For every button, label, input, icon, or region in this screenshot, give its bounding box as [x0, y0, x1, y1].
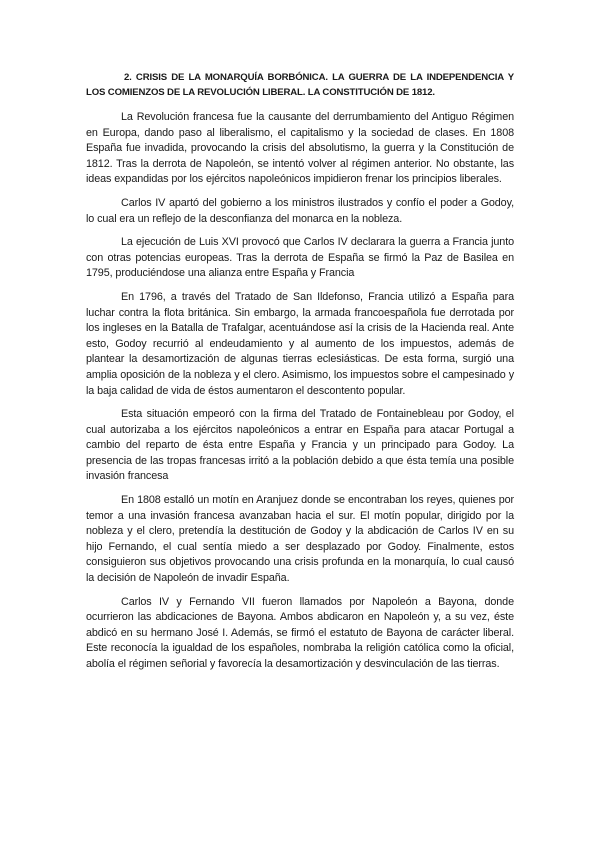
paragraph-fontainebleau: Esta situación empeoró con la firma del Tratado de Fontainebleau por Godoy, el cual autorizaba a los ejércitos napoleónicos a entrar en España para atacar Portugal a cambio del reparto de ésta entre España y Francia y un principado para Godoy. La presencia de las tropas francesas irritó a la población debido a que ésta temía una posible invasión francesa — [86, 408, 514, 483]
section-heading: 2. CRISIS DE LA MONARQUÍA BORBÓNICA. LA GUERRA DE LA INDEPENDENCIA Y LOS COMIENZOS DE LA REVOLUCIÓN LIBERAL. LA CONSTITUCIÓN DE 1812. — [86, 72, 514, 98]
paragraph-luis-xvi-execution: La ejecución de Luis XVI provocó que Carlos IV declarara la guerra a Francia junto con otras potencias europeas. Tras la derrota de España se firmó la Paz de Basilea en 1795, produciéndose una alianza entre España y Francia — [86, 236, 514, 280]
document-page — [86, 70, 514, 681]
paragraph-carlos-iv-godoy: Carlos IV apartó del gobierno a los ministros ilustrados y confío el poder a Godoy, lo cual era un reflejo de la desconfianza del monarca en la nobleza. — [86, 196, 514, 225]
paragraph-french-revolution: La Revolución francesa fue la causante del derrumbamiento del Antiguo Régimen en Europa, dando paso al liberalismo, el capitalismo y la sociedad de clases. En 1808 España fue invadida, provocando la crisis del absolutismo, la guerra y la Constitución de 1812. Tras la derrota de Napoleón, se intentó volver al régimen anterior. No obstante, las ideas expandidas por los ejércitos napoleónicos impidieron frenar los principios liberales. — [86, 111, 514, 186]
paragraph-bayona: Carlos IV y Fernando VII fueron llamados por Napoleón a Bayona, donde ocurrieron las abdicaciones de Bayona. Ambos abdicaron en Napoleón y, a su vez, éste abdicó en su hermano José I. Además, se firmó el estatuto de Bayona de carácter liberal. Este reconocía la igualdad de los españoles, nombraba la religión católica como la oficial, abolía el régimen señorial y favorecía la desamortización y desvinculación de las tierras. — [86, 595, 514, 670]
paragraph-san-ildefonso: En 1796, a través del Tratado de San Ildefonso, Francia utilizó a España para luchar contra la flota británica. Sin embargo, la armada francoespañola fue derrotada por los ingleses en la Batalla de Trafalgar, acentuándose así la crisis de la Hacienda real. Ante esto, Godoy recurrió al endeudamiento y al aumento de los impuestos, además de plantear la desamortización de algunas tierras eclesiásticas. De esta forma, surgió una amplia oposición de la nobleza y el clero. Asimismo, los impuestos sobre el campesinado y la baja calidad de vida de éstos aumentaron el descontento popular. — [86, 290, 514, 397]
paragraph-aranjuez: En 1808 estalló un motín en Aranjuez donde se encontraban los reyes, quienes por temor a una invasión francesa avanzaban hacia el sur. El motín popular, dirigido por la nobleza y el clero, pretendía la destitución de Godoy y la abdicación de Carlos IV en su hijo Fernando, el cual sentía miedo a ser desplazado por Godoy. Finalmente, estos consiguieron sus objetivos provocando una crisis profunda en la monarquía, lo cual causó la decisión de Napoleón de invadir España. — [86, 494, 514, 585]
